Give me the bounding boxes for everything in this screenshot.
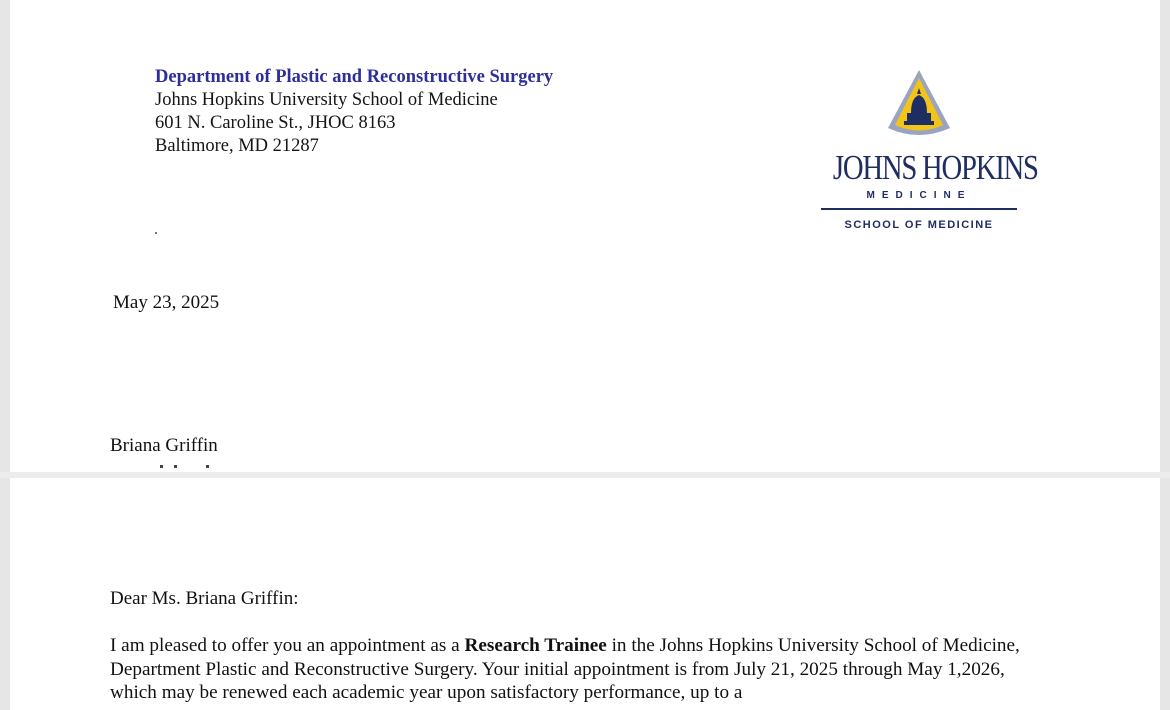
offer-paragraph [110,634,1030,705]
appointment-title: Research Trainee [464,635,607,656]
letterhead-address [155,66,553,158]
letter-page-bottom [10,478,1160,710]
johns-hopkins-logo [814,68,1038,238]
street-address: 601 N. Caroline St., JHOC 8163 [155,113,396,133]
logo-divider [821,208,1017,210]
department-name: Department of Plastic and Reconstructive Surgery [155,67,554,87]
city-address: Baltimore, MD 21287 [155,136,319,156]
letter-page-top [10,0,1160,472]
logo-wordmark: JOHNS HOPKINS [832,148,1038,187]
cropped-text-line [160,465,210,468]
logo-school-text: SCHOOL OF MEDICINE [844,219,994,231]
paragraph-rest: in the Johns Hopkins University School of Medicine, Department Plastic and Reconstructive Surgery. Your initial appointment is from July 21, 2025 through May 1,2026, which may be renewed each academic year upon satisfactory performance, up to a [110,635,1020,703]
salutation: Dear Ms. Briana Griffin: [110,588,299,609]
scan-speck [155,232,157,234]
paragraph-start: I am pleased to offer you an appointment as a [110,635,465,656]
logo-medicine-text: MEDICINE [866,190,972,201]
letter-date: May 23, 2025 [113,292,220,313]
recipient-name: Briana Griffin [110,435,218,456]
dome-shield-icon [884,68,954,140]
school-name: Johns Hopkins University School of Medicine [155,90,498,110]
